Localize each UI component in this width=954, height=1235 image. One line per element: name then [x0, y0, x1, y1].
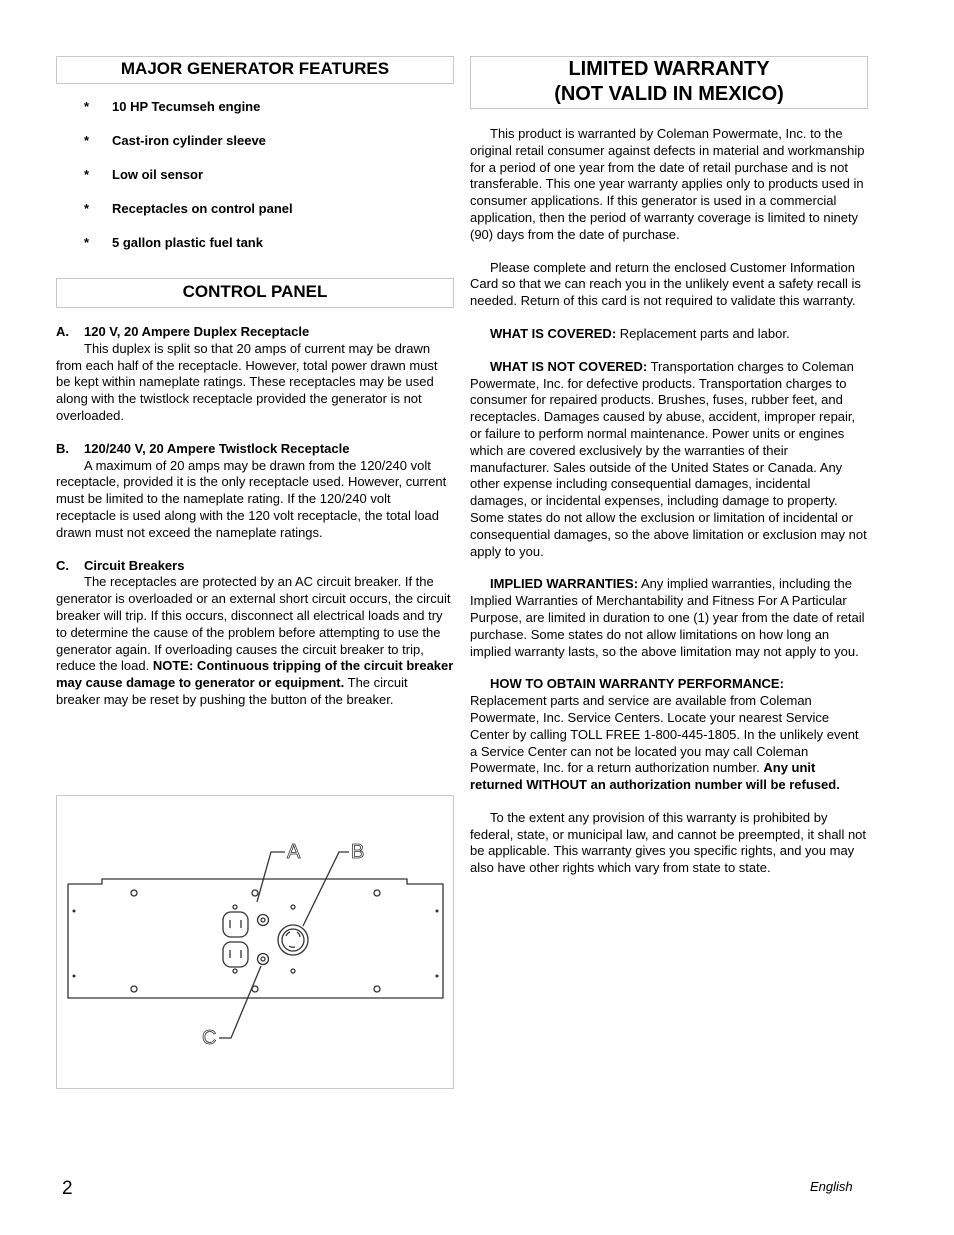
mounting-hole: [252, 890, 258, 896]
right-column: [470, 56, 868, 877]
list-item: * Low oil sensor: [84, 167, 204, 182]
page-number: 2: [62, 1178, 73, 1199]
features-heading: MAJOR GENERATOR FEATURES: [56, 56, 454, 84]
left-column: [56, 56, 454, 709]
section-c: [56, 558, 454, 709]
section-b: [56, 441, 454, 542]
control-panel-heading: CONTROL PANEL: [56, 278, 454, 308]
mounting-hole: [131, 890, 137, 896]
section-b-title: B. 120/240 V, 20 Ampere Twistlock Receptacle: [56, 440, 350, 456]
duplex-outlet-bottom: [223, 942, 248, 967]
list-item: * Receptacles on control panel: [84, 201, 293, 216]
mounting-hole: [374, 986, 380, 992]
section-b-body: A maximum of 20 amps may be drawn from the 120/240 volt receptacle, provided it is the only receptacle used. However, current must be limited to the nameplate rating. If the 120/240 volt receptacle is used along with the 120 volt receptacle, the total load drawn must not exceed the nameplate ratings.: [56, 457, 447, 540]
warranty-paragraph: Please complete and return the enclosed Customer Information Card so that we can reach you in the unlikely event a safety recall is needed. Return of this card is not required to validate this warranty.: [470, 259, 861, 309]
list-item: * 5 gallon plastic fuel tank: [84, 235, 263, 250]
circuit-breaker-bottom: [258, 954, 269, 965]
warranty-title-line1: LIMITED WARRANTY: [568, 58, 770, 80]
diagram-label-b: B: [351, 841, 365, 863]
warranty-title-line2: (NOT VALID IN MEXICO): [554, 83, 784, 105]
what-is-covered: WHAT IS COVERED: Replacement parts and labor.: [490, 325, 790, 341]
warranty-paragraph: To the extent any provision of this warranty is prohibited by federal, state, or municipal law, and cannot be preempted, it shall not be applicable. This warranty gives you specific rights, and you may also have other rights which vary from state to state.: [470, 809, 867, 876]
section-c-body: The receptacles are protected by an AC circuit breaker. If the generator is overloaded or an external short circuit occurs, the circuit breaker will trip. If this occurs, disconnect all electrical loads and try to determine the cause of the problem before attempting to use the generator again. If overloading causes the circuit breaker to trip, reduce the load. NOTE: Continuous tripping of the circuit breaker may cause damage to generator or equipment. The circuit breaker may be reset by pushing the button of the breaker.: [56, 574, 454, 707]
mounting-hole: [374, 890, 380, 896]
warranty-performance-title: HOW TO OBTAIN WARRANTY PERFORMANCE:: [490, 676, 784, 692]
warranty-performance-body: Replacement parts and service are available from Coleman Powermate, Inc. Service Centers. Locate your nearest Service Center by calling TOLL FREE 1-800-445-1805. In the unlikely event a Service Center can not be located you may call Coleman Powermate, Inc. for a return authorization number. Any unit returned WITHOUT an authorization number will be refused.: [470, 693, 859, 793]
warranty-heading: [470, 56, 868, 109]
breaker-note: NOTE: Continuous tripping of the circuit breaker may cause damage to generator or equipment.: [56, 658, 454, 691]
section-a: [56, 324, 454, 425]
section-c-title: C. Circuit Breakers: [56, 557, 185, 573]
features-list: [56, 90, 454, 260]
diagram-label-c: C: [202, 1027, 217, 1049]
warranty-performance: [470, 676, 868, 794]
duplex-outlet-top: [223, 912, 248, 937]
diagram-label-a: A: [287, 841, 301, 863]
leader-c: [219, 966, 261, 1038]
circuit-breaker-top: [258, 915, 269, 926]
language-label: English: [810, 1179, 853, 1194]
list-item: * 10 HP Tecumseh engine: [84, 99, 261, 114]
leader-b: [303, 852, 349, 926]
section-a-title: A. 120 V, 20 Ampere Duplex Receptacle: [56, 324, 310, 339]
implied-warranties: IMPLIED WARRANTIES: Any implied warranties, including the Implied Warranties of Merchantability and Fitness For A Particular Purpose, are limited in duration to one (1) year from the date of retail purchase. Some states do not allow limitations on how long an implied warranty lasts, so the above limitation may not apply to you.: [470, 576, 865, 659]
leader-a: [257, 852, 285, 902]
section-a-body: This duplex is split so that 20 amps of current may be drawn from each half of the receptacle. However, total power drawn must be kept within nameplate ratings. These receptacles may be used along with the twistlock receptacle provided the generator is not overloaded.: [56, 340, 438, 423]
control-panel-drawing: [57, 796, 453, 1088]
warranty-paragraph: This product is warranted by Coleman Powermate, Inc. to the original retail consumer against defects in material and workmanship for a period of one year from the date of retail purchase and is not transferable. This one year warranty applies only to products used in consumer applications. If this generator is used in a commercial application, then the period of warranty coverage is limited to ninety (90) days from the date of purchase.: [470, 126, 865, 242]
mounting-hole: [131, 986, 137, 992]
what-is-not-covered: WHAT IS NOT COVERED: Transportation charges to Coleman Powermate, Inc. for defective products. Transportation charges to consumer for repaired products. Brushes, fuses, rubber feet, and receptacles. Damages caused by abuse, accident, improper repair, or failure to perform normal maintenance. Power units or engines which are covered exclusively by the warranties of their manufacturer. Sales outside of the United States or Canada. Any other expense including consequential damages, incidental damages, or incidental expenses, including damage to property. Some states do not allow the exclusion or limitation of incidental or consequential damages, so the above limitation or exclusion may not apply to you.: [470, 358, 867, 559]
control-panel-diagram: [56, 795, 454, 1089]
list-item: * Cast-iron cylinder sleeve: [84, 133, 266, 148]
